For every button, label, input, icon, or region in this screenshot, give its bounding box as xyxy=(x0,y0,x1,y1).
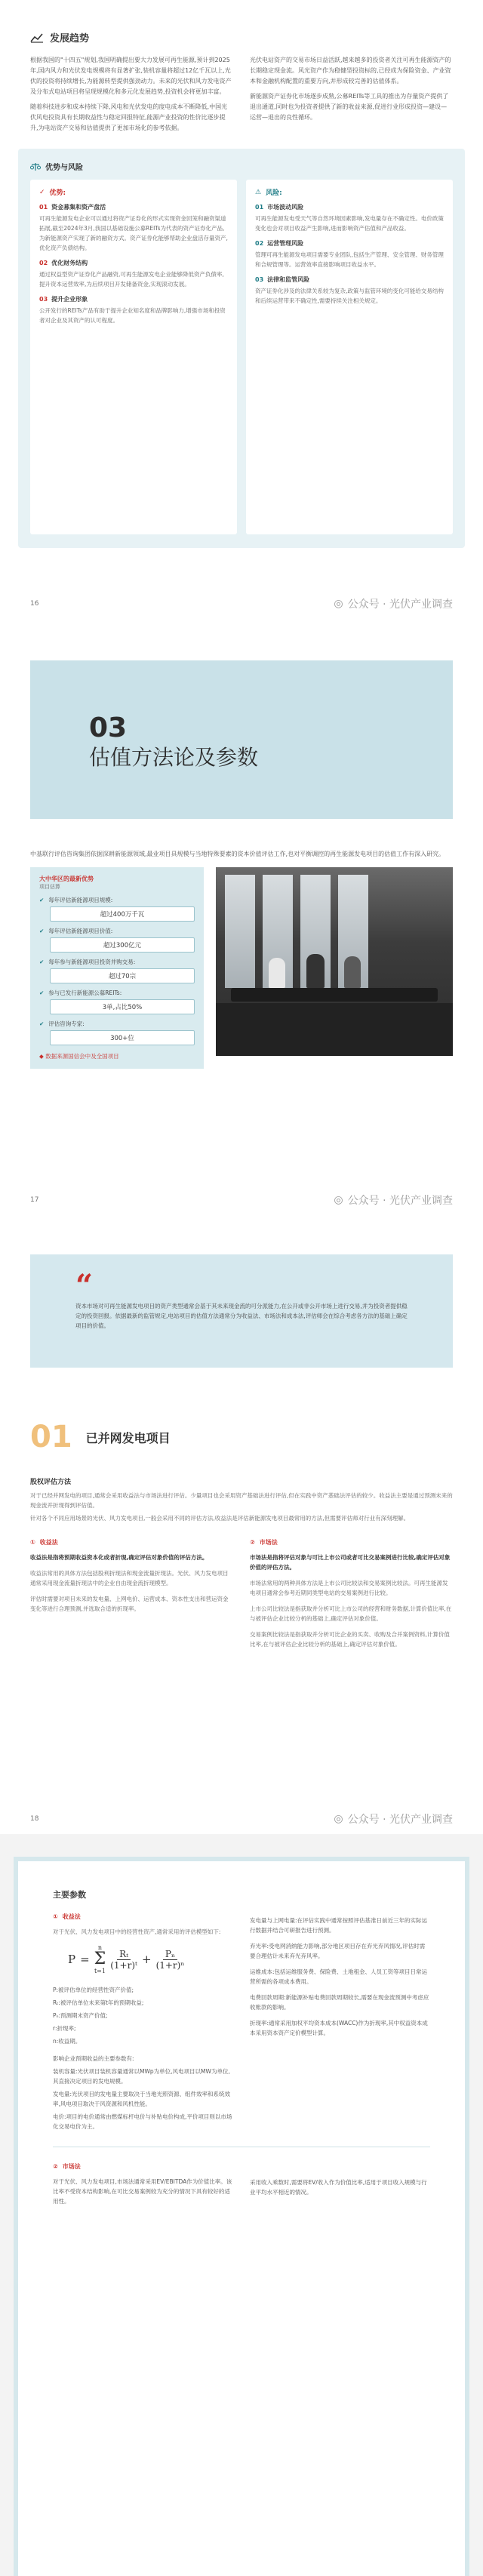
trend-right-paragraph: 光伏电站资产的交易市场日益活跃,越来越多的投资者关注可再生能源资产的长期稳定现金流。风光资产作为稳健型投资标的,已经成为保险资金、产业资本和金融机构配置的重要方向,并形成较完善的估值体系。 xyxy=(250,57,451,85)
panel-title xyxy=(30,161,453,172)
risk-item xyxy=(255,239,444,269)
watermark-text: 公众号 · 光伏产业调查 xyxy=(347,599,453,611)
trend-left-paragraph: 根据我国的"十四五"规划,我国明确提出要大力发展可再生能源,预计到2025年,国内风力和光伏发电规模将有显著扩张,装机容量将超过12亿千瓦以上,光伏的投资将持续增长,为能源转型提供强劲动力。未来的光伏和风力发电资产及分布式电站项目将呈现规模化和多元化发展趋势,投资机会将更加丰富。 xyxy=(30,57,232,95)
risks-label xyxy=(255,187,444,197)
watermark xyxy=(334,596,453,611)
watermark xyxy=(334,1193,453,1208)
formula-definition: n:收益期。 xyxy=(53,2038,82,2045)
credential-label: 每年参与新能源项目投资并购交易: xyxy=(48,959,136,965)
section-number: 01 xyxy=(30,1420,72,1454)
page-number: 17 xyxy=(30,1196,39,1204)
credentials-row xyxy=(0,860,483,1069)
quote-icon: “ xyxy=(75,1268,94,1303)
parameter-note: 影响企业预期收益的主要参数有: xyxy=(53,2055,134,2062)
wechat-icon: ◎ xyxy=(334,1194,343,1206)
page-footer xyxy=(30,596,453,611)
strengths-column xyxy=(30,180,237,534)
strength-item xyxy=(39,259,228,289)
item-title: 运营管理风险 xyxy=(267,240,304,247)
credential-value: 300+位 xyxy=(50,1030,195,1045)
market-text-right: 采用收入乘数时,需要将EV/收入作为价值比率,适用于项目收入规模与行业平均水平相近的情况。 xyxy=(250,2179,427,2196)
item-number: 03 xyxy=(255,276,264,283)
item-number: 02 xyxy=(255,240,264,247)
watermark-text: 公众号 · 光伏产业调查 xyxy=(347,1195,453,1207)
section-heading xyxy=(0,1368,483,1454)
method-text: 市场法常用的两种具体方法是上市公司比较法和交易案例比较法。可再生能源发电项目通常会参考近期同类型电站的交易案例进行比较。 xyxy=(250,1580,448,1596)
item-text: 管理可再生能源发电项目需要专业团队,包括生产管理、安全管理、财务管理和合规管理等。运营效率直接影响项目收益水平。 xyxy=(255,251,444,268)
item-title: 市场波动风险 xyxy=(267,204,304,211)
method-number: ① xyxy=(30,1539,35,1546)
page-key-parameters xyxy=(0,1834,483,2576)
risks-column xyxy=(246,180,453,534)
section-header xyxy=(0,0,483,55)
item-text: 资产证券化涉及的法律关系较为复杂,政策与监管环境的变化可能给交易结构和后续运营带来不确定性,需要持续关注相关规定。 xyxy=(255,288,444,304)
credential-label: 评估咨询专家: xyxy=(48,1020,85,1027)
check-icon: ✔ xyxy=(39,959,45,965)
page-chapter-valuation xyxy=(0,619,483,1215)
item-number: 01 xyxy=(39,204,48,211)
check-icon: ✓ xyxy=(39,188,45,196)
page-footer xyxy=(30,1811,453,1827)
strengths-label xyxy=(39,187,228,197)
strengths-risks-panel xyxy=(18,149,465,548)
credential-item xyxy=(39,1020,195,1045)
method-lead: 收益法是指将预期收益资本化或者折现,确定评估对象价值的评估方法。 xyxy=(30,1554,208,1561)
meeting-photo xyxy=(216,867,453,1056)
item-text: 可再生能源发电受天气等自然环境因素影响,发电量存在不确定性。电价政策变化也会对项目收益产生影响,进而影响资产估值和产品收益。 xyxy=(255,215,444,232)
item-number: 02 xyxy=(39,260,48,266)
credential-item xyxy=(39,896,195,922)
page-footer xyxy=(30,1193,453,1208)
method-text: 收益法常用的具体方法包括股利折现法和现金流量折现法。光伏、风力发电项目通常采用现金流量折现法中的企业自由现金流折现模型。 xyxy=(30,1570,229,1587)
section-title: 发展趋势 xyxy=(50,33,90,45)
credential-item xyxy=(39,927,195,953)
method-description-2: 针对各个不同应用场景的光伏、风力发电项目,一般会采用不同的评估方法,收益法是评估新能源发电项目最常用的方法,但需要评估师对行业有深刻理解。 xyxy=(30,1515,410,1522)
credential-label: 每年评估新能源项目规模: xyxy=(48,897,113,903)
methods-columns xyxy=(0,1523,483,1649)
page-grid-connected xyxy=(0,1215,483,1834)
balance-icon xyxy=(30,162,41,171)
formula-denominator: (1+r)ᵗ xyxy=(110,1959,137,1971)
method-number: ② xyxy=(53,2163,58,2170)
trend-text-columns xyxy=(0,55,483,134)
panel-title-text: 优势与风险 xyxy=(45,164,83,172)
credential-value: 超过400万千瓦 xyxy=(50,906,195,922)
method-label: 收益法 xyxy=(39,1539,58,1546)
credential-label: 每年评估新能源项目价值: xyxy=(48,928,113,934)
warning-icon: ⚠ xyxy=(255,188,262,196)
method-label: 市场法 xyxy=(259,1539,278,1546)
parameter-note: 电价:项目的电价通常由燃煤标杆电价与补贴电价构成,平价项目则以市场化交易电价为主。 xyxy=(53,2113,232,2130)
formula-lhs: P xyxy=(68,1953,76,1966)
formula-lead: 对于光伏、风力发电项目中的经营性资产,通常采用的评估模型如下: xyxy=(53,1928,221,1935)
quote-box xyxy=(30,1254,453,1368)
item-title: 提升企业形象 xyxy=(51,296,88,303)
item-text: 可再生能源发电企业可以通过将资产证券化的形式实现资金回笼和融资渠道拓展,截至2024年3月,我国以基础设施公募REITs为代表的资产证券化产品,为新能源资产实现了新的融资方式。资产证券化能够帮助企业盘活存量资产,优化资产负债结构。 xyxy=(39,215,228,251)
parameter-note: 弃光率:受电网消纳能力影响,部分地区项目存在弃光弃风情况,评估时需要合理估计未来弃光弃风率。 xyxy=(250,1943,426,1959)
credentials-footnote: ◆ 数据来源国信会中及全国项目 xyxy=(39,1053,119,1060)
check-icon: ✔ xyxy=(39,1020,45,1027)
method-label: 市场法 xyxy=(62,2163,81,2170)
parameter-note: 发电量:光伏项目的发电量主要取决于当地光照资源、组件效率和系统效率,风电项目取决于风资源和风机性能。 xyxy=(53,2091,231,2107)
credentials-head: 大中华区的最新优势 xyxy=(39,876,94,882)
method-text-2: 评估时需要对项目未来的发电量、上网电价、运营成本、资本性支出和营运资金变化等进行合理预测,并选取合适的折现率。 xyxy=(30,1596,229,1612)
market-method xyxy=(250,1523,453,1649)
sigma-icon: n Σ t=1 xyxy=(94,1944,106,1974)
wechat-icon: ◎ xyxy=(334,1813,343,1825)
item-title: 法律和监管风险 xyxy=(267,276,310,283)
parameters-sheet xyxy=(14,1857,469,2576)
method-label: 收益法 xyxy=(62,1913,81,1920)
item-title: 资金募集和资产盘活 xyxy=(51,204,106,211)
trend-left-paragraph-2: 随着科技进步和成本持续下降,风电和光伏发电的度电成本不断降低,中国光伏风电投资具有长期收益性与稳定回报特征,能源产业投资的性价比逐步提升,为电站资产交易和估值提供了更加市场化的参考依据。 xyxy=(30,103,228,131)
check-icon: ✔ xyxy=(39,989,45,996)
parameter-note: 装机容量:光伏项目装机容量通常以MWp为单位,风电项目以MW为单位,其直接决定项目的发电规模。 xyxy=(53,2068,230,2085)
trend-chart-icon xyxy=(30,32,44,43)
formula-numerator-2: Pₙ xyxy=(163,1949,177,1960)
formula-definition: Pₙ:预测期末资产价值; xyxy=(53,2012,108,2019)
formula-definition: P:被评估单位的经营性资产价值; xyxy=(53,1987,134,1993)
item-text: 通过权益型资产证券化产品融资,可再生能源发电企业能够降低资产负债率,提升资本运营效率,为后续项目开发储备资金,实现滚动发展。 xyxy=(39,271,224,288)
method-text-2: 上市公司比较法是指获取并分析可比上市公司的经营和财务数据,计算价值比率,在与被评估企业比较分析的基础上,确定评估对象价值。 xyxy=(250,1605,452,1622)
credential-label: 参与已发行新能源公募REITs: xyxy=(48,989,122,996)
parameters-title: 主要参数 xyxy=(53,1890,86,1900)
credentials-sub: 项目估算 xyxy=(39,884,60,890)
item-text: 公开发行的REITs产品有助于提升企业知名度和品牌影响力,增强市场和投资者对企业及其资产的认可程度。 xyxy=(39,307,226,324)
parameters-columns xyxy=(53,1913,430,2131)
credential-value: 超过70宗 xyxy=(50,968,195,983)
watermark xyxy=(334,1811,453,1827)
income-method xyxy=(30,1523,233,1649)
method-text-3: 交易案例比较法是指获取并分析可比企业的买卖、收购及合并案例资料,计算价值比率,在与被评估企业比较分析的基础上,确定评估对象价值。 xyxy=(250,1631,450,1648)
sum-upper: n xyxy=(97,1944,103,1951)
method-description: 对于已经并网发电的项目,通常会采用收益法与市场法进行评估。少量项目也会采用资产基础法进行评估,但在实践中资产基础法评估的较少。收益法主要是通过预测未来的现金流并折现得到评估值。 xyxy=(30,1492,453,1509)
strengths-label-text: 优势: xyxy=(49,189,66,197)
subsection-title: 股权评估方法 xyxy=(30,1479,72,1486)
sum-lower: t=1 xyxy=(94,1968,106,1974)
page-number: 16 xyxy=(30,600,39,608)
strength-item xyxy=(39,295,228,325)
method-lead: 市场法是指将评估对象与可比上市公司或者可比交易案例进行比较,确定评估对象价值的评估方法。 xyxy=(250,1554,451,1571)
chapter-title: 估值方法论及参数 xyxy=(89,745,259,770)
formula-numerator: Rₜ xyxy=(117,1949,131,1960)
parameter-note: 运维成本:包括运维服务费、保险费、土地租金、人员工资等项目日常运营所需的各项成本费用。 xyxy=(250,1968,428,1985)
formula-definition: Rₜ:被评估单位未来第t年的预期收益; xyxy=(53,1999,144,2006)
chapter-cover xyxy=(30,660,453,819)
check-icon: ✔ xyxy=(39,897,45,903)
section-title: 已并网发电项目 xyxy=(85,1430,171,1445)
credential-item xyxy=(39,958,195,983)
chapter-intro: 中基联行评估咨询集团依据深耕新能源领域,最业项目具规模与当地特殊要素的资本价值评估工作,也对平衡调控的再生能源发电项目的估值工作有深入研究。 xyxy=(30,851,445,857)
page-development-trends xyxy=(0,0,483,619)
market-parameters xyxy=(53,2162,430,2206)
risk-item xyxy=(255,275,444,306)
wechat-icon: ◎ xyxy=(334,598,343,610)
method-number: ② xyxy=(250,1539,255,1546)
parameter-note: 折现率:通常采用加权平均资本成本(WACC)作为折现率,其中权益资本成本采用资本资产定价模型计算。 xyxy=(250,2020,428,2036)
credential-value: 3单,占比50% xyxy=(50,999,195,1014)
chapter-number: 03 xyxy=(89,712,128,743)
watermark-text: 公众号 · 光伏产业调查 xyxy=(347,1814,453,1826)
income-parameters xyxy=(53,1913,233,2131)
formula-denominator-2: (1+r)ⁿ xyxy=(155,1959,185,1971)
income-parameters-right xyxy=(250,1913,430,2131)
valuation-formula: P = n Σ t=1 $\frac{\text{Rₜ}}{\text{(1+r)ᵗ}}$ + $\frac{\text{Pₙ}}{\text{(1+r)ⁿ}}$ xyxy=(68,1944,185,1974)
item-title: 优化财务结构 xyxy=(51,260,88,266)
item-number: 03 xyxy=(39,296,48,303)
check-icon: ✔ xyxy=(39,928,45,934)
trend-right-paragraph-2: 新能源资产证券化市场逐步成熟,公募REITs等工具的推出为存量资产提供了退出通道,同时也为投资者提供了新的收益来源,促进行业形成投资—建设—运营—退出的良性循环。 xyxy=(250,93,449,121)
credential-value: 超过300亿元 xyxy=(50,937,195,953)
quote-text: 资本市场对可再生能源发电项目的资产类型通常会基于其未来现金流的可分派能力,在公开或非公开市场上进行交易,并为投资者提供稳定的投资回报。依据最新的监管规定,电站项目的估值方法通常分为收益法、市场法和成本法,评估师会在综合考虑各方法的基础上确定项目的价值。 xyxy=(75,1303,408,1329)
strength-item xyxy=(39,203,228,253)
parameter-note: 发电量与上网电量:在评估实践中通常按照评估基准日前近三年的实际运行数据并结合可研报告进行预测。 xyxy=(250,1917,428,1934)
risks-label-text: 风险: xyxy=(266,189,282,197)
page-number: 18 xyxy=(30,1815,39,1823)
item-number: 01 xyxy=(255,204,264,211)
risk-item xyxy=(255,203,444,233)
parameter-note: 电费回款周期:新能源补贴电费回款周期较长,需要在现金流预测中考虑应收账款的影响。 xyxy=(250,1994,429,2011)
formula-definition: r:折现率; xyxy=(53,2025,76,2032)
credential-item xyxy=(39,989,195,1014)
market-text: 对于光伏、风力发电项目,市场法通常采用EV/EBITDA作为价值比率。该比率不受资本结构影响,在可比交易案例较为充分的情况下具有较好的适用性。 xyxy=(53,2178,232,2205)
credentials-box xyxy=(30,867,204,1069)
method-number: ① xyxy=(53,1913,58,1920)
